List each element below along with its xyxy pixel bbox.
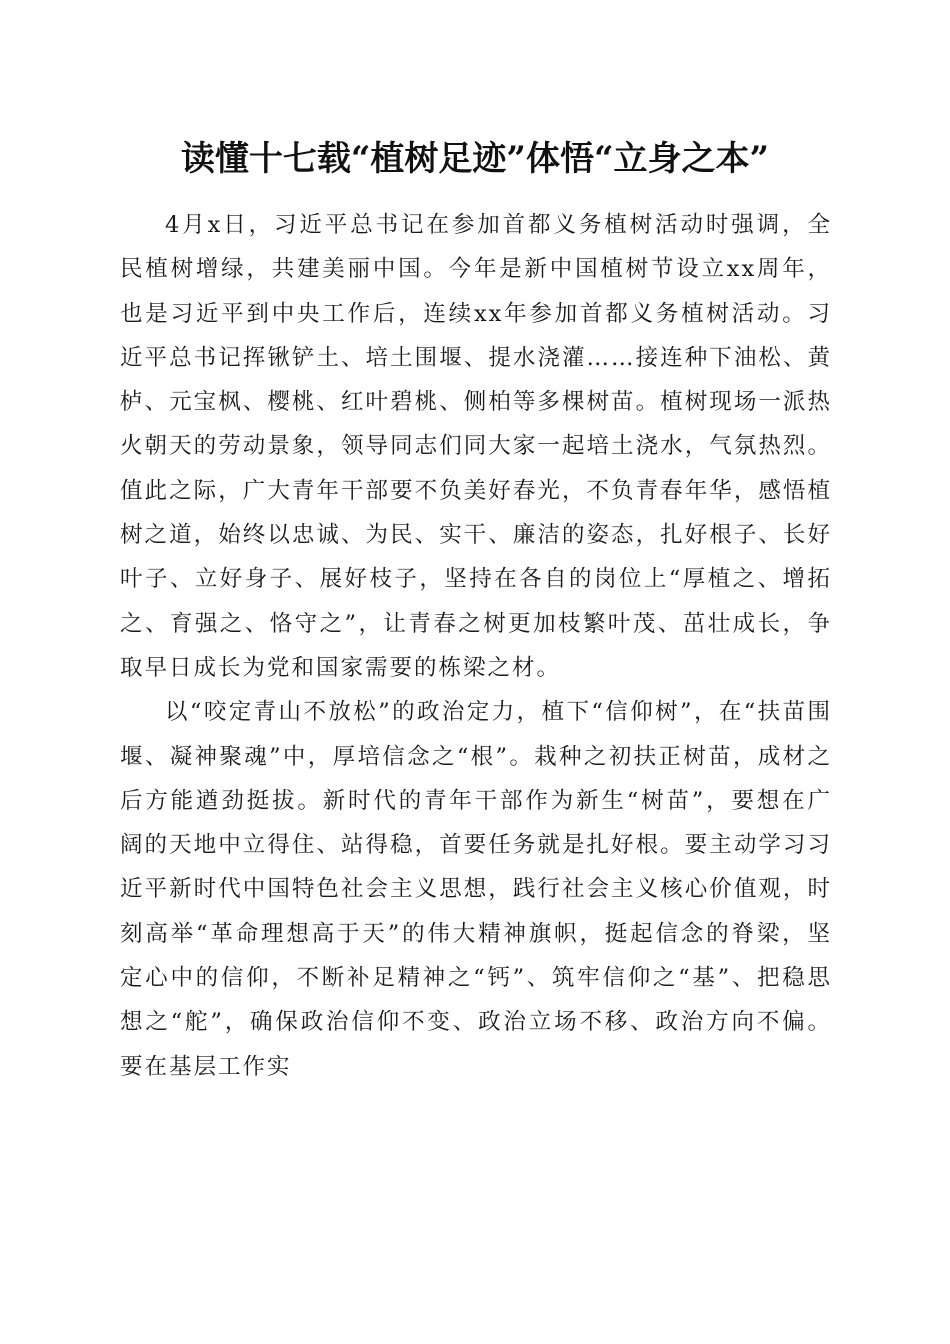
paragraph-2: 以“咬定青山不放松”的政治定力，植下“信仰树”，在“扶苗围堰、凝神聚魂”中，厚培信念之“根”。栽种之初扶正树苗，成材之后方能遒劲挺拔。新时代的青年干部作为新生“树苗”，要想在广阔的天地中立得住、站得稳，首要任务就是扎好根。要主动学习习近平新时代中国特色社会主义思想，践行社会主义核心价值观，时刻高举“革命理想高于天”的伟大精神旗帜，挺起信念的脊梁，坚定心中的信仰，不断补足精神之“钙”、筑牢信仰之“基”、把稳思想之“舵”，确保政治信仰不变、政治立场不移、政治方向不偏。要在基层工作实 xyxy=(120,699,832,1080)
document-body xyxy=(120,203,832,1089)
paragraph-1: 4月x日，习近平总书记在参加首都义务植树活动时强调，全民植树增绿，共建美丽中国。今年是新中国植树节设立xx周年，也是习近平到中央工作后，连续xx年参加首都义务植树活动。习近平总书记挥锹铲土、培土围堰、提水浇灌……接连种下油松、黄栌、元宝枫、樱桃、红叶碧桃、侧柏等多棵树苗。植树现场一派热火朝天的劳动景象，领导同志们同大家一起培土浇水，气氛热烈。值此之际，广大青年干部要不负美好春光，不负青春年华，感悟植树之道，始终以忠诚、为民、实干、廉洁的姿态，扎好根子、长好叶子、立好身子、展好枝子，坚持在各自的岗位上“厚植之、增拓之、育强之、恪守之”，让青春之树更加枝繁叶茂、茁壮成长，争取早日成长为党和国家需要的栋梁之材。 xyxy=(120,212,832,681)
document-title: 读懂十七载“植树足迹”体悟“立身之本” xyxy=(180,139,770,179)
